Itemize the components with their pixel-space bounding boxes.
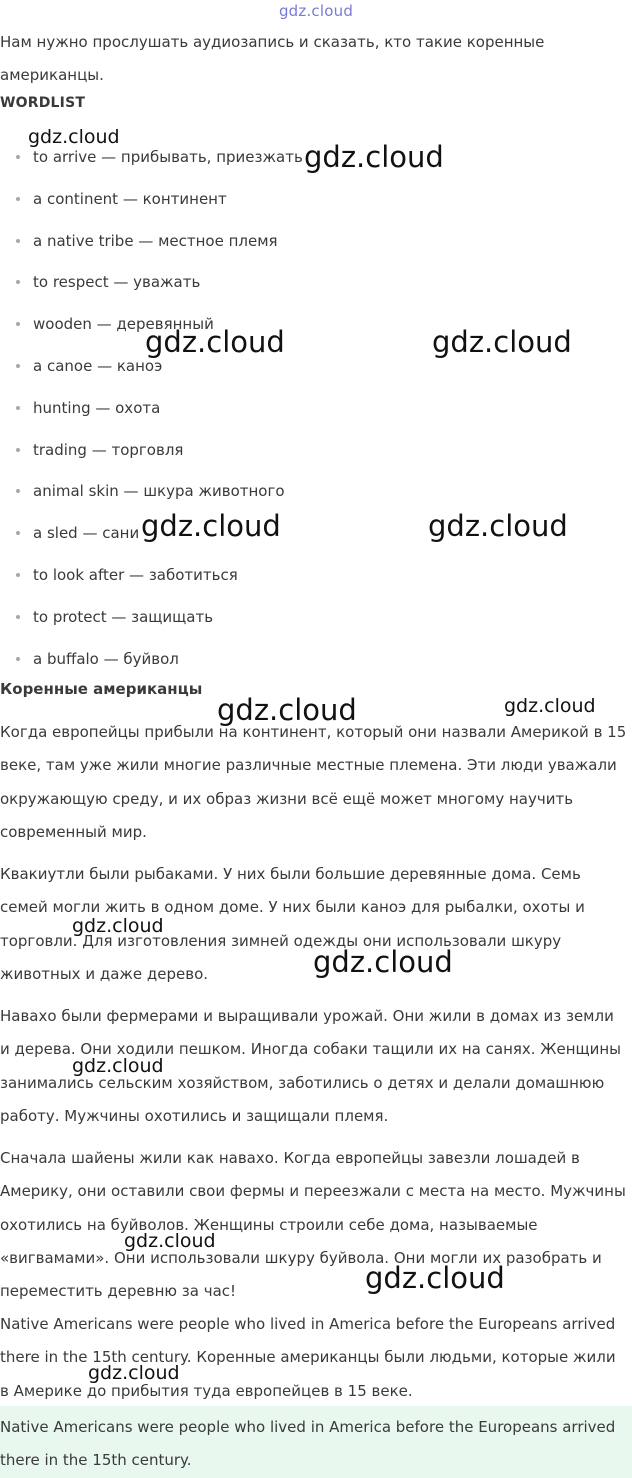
watermark: gdz.cloud xyxy=(124,1230,216,1252)
bullet-icon xyxy=(16,657,20,661)
paragraph: Навахо были фермерами и выращивали урожай. Они жили в домах из земли и дерева. Они ходили пешком. Иногда собаки тащили их на санях. Женщины занимались сельским хозяйством, заботились о детях и делали домашнюю работу. Мужчины охотились и защищали племя. xyxy=(0,1007,622,1125)
bullet-icon xyxy=(16,573,20,577)
paragraph: Когда европейцы прибыли на континент, который они назвали Америкой в 15 веке, там уже жили многие различные местные племена. Эти люди уважали окружающую среду, и их образ жизни всё ещё может многому научить современный мир. xyxy=(0,723,627,841)
list-item xyxy=(0,641,620,683)
list-item-text: to respect — уважать xyxy=(33,273,201,292)
list-item-text: a native tribe — местное племя xyxy=(33,231,278,250)
list-item xyxy=(0,223,620,265)
list-item xyxy=(0,599,620,641)
watermark: gdz.cloud xyxy=(313,945,453,979)
list-item-text: a buffalo — буйвол xyxy=(33,649,179,668)
watermark: gdz.cloud xyxy=(432,325,572,359)
bullet-icon xyxy=(16,364,20,368)
list-item-text: animal skin — шкура животного xyxy=(33,482,285,501)
watermark: gdz.cloud xyxy=(88,1362,180,1384)
bullet-icon xyxy=(16,531,20,535)
list-item-text: to look after — заботиться xyxy=(33,565,238,584)
bullet-icon xyxy=(16,489,20,493)
watermark: gdz.cloud xyxy=(145,325,285,359)
section-heading: Коренные американцы xyxy=(0,680,203,698)
list-item-text: wooden — деревянный xyxy=(33,315,214,334)
list-item-text: hunting — охота xyxy=(33,398,161,417)
list-item xyxy=(0,264,620,306)
watermark: gdz.cloud xyxy=(504,695,596,717)
list-item xyxy=(0,557,620,599)
list-item xyxy=(0,432,620,474)
watermark: gdz.cloud xyxy=(72,1055,164,1077)
bullet-icon xyxy=(16,155,20,159)
bullet-icon xyxy=(16,448,20,452)
bullet-icon xyxy=(16,239,20,243)
list-item-text: trading — торговля xyxy=(33,440,184,459)
list-item-text: to protect — защищать xyxy=(33,607,214,626)
wordlist xyxy=(0,139,620,682)
list-item-text: a continent — континент xyxy=(33,189,227,208)
answer-text: Native Americans were people who lived in America before the Europeans arrived there in the 15th century. xyxy=(0,1418,616,1470)
watermark: gdz.cloud xyxy=(28,126,120,148)
list-item xyxy=(0,390,620,432)
header-watermark: gdz.cloud xyxy=(278,2,354,20)
watermark: gdz.cloud xyxy=(304,140,444,174)
bullet-icon xyxy=(16,197,20,201)
paragraph: Сначала шайены жили как навахо. Когда европейцы завезли лошадей в Америку, они оставили свои фермы и переезжали с места на место. Мужчины охотились на буйволов. Женщины строили себе дома, называемые «вигвамами». Они использовали шкуру буйвола. Они могли их разобрать и переместить деревню за час! xyxy=(0,1149,626,1301)
bullet-icon xyxy=(16,615,20,619)
paragraph: Native Americans were people who lived in America before the Europeans arrived there in the 15th century. Коренные американцы были людьми, которые жили в Америке до прибытия туда европейцев в 15 веке. xyxy=(0,1315,616,1400)
list-item-text: to arrive — прибывать, приезжать xyxy=(33,148,303,166)
list-item xyxy=(0,181,620,223)
wordlist-heading: WORDLIST xyxy=(0,95,86,111)
watermark: gdz.cloud xyxy=(428,509,568,543)
bullet-icon xyxy=(16,280,20,284)
watermark: gdz.cloud xyxy=(72,915,164,937)
watermark: gdz.cloud xyxy=(141,509,281,543)
watermark: gdz.cloud xyxy=(365,1261,505,1295)
list-item-text: a sled — сани xyxy=(33,524,140,543)
bullet-icon xyxy=(16,406,20,410)
intro-text: Нам нужно прослушать аудиозапись и сказать, кто такие коренные американцы. xyxy=(0,33,545,84)
bullet-icon xyxy=(16,322,20,326)
list-item-text: a canoe — каноэ xyxy=(33,356,163,375)
watermark: gdz.cloud xyxy=(217,693,357,727)
answer-highlight xyxy=(0,1406,632,1478)
paragraph: Квакиутли были рыбаками. У них были большие деревянные дома. Семь семей могли жить в одном доме. У них были каноэ для рыбалки, охоты и торговли. Для изготовления зимней одежды они использовали шкуру животных и даже дерево. xyxy=(0,865,585,983)
